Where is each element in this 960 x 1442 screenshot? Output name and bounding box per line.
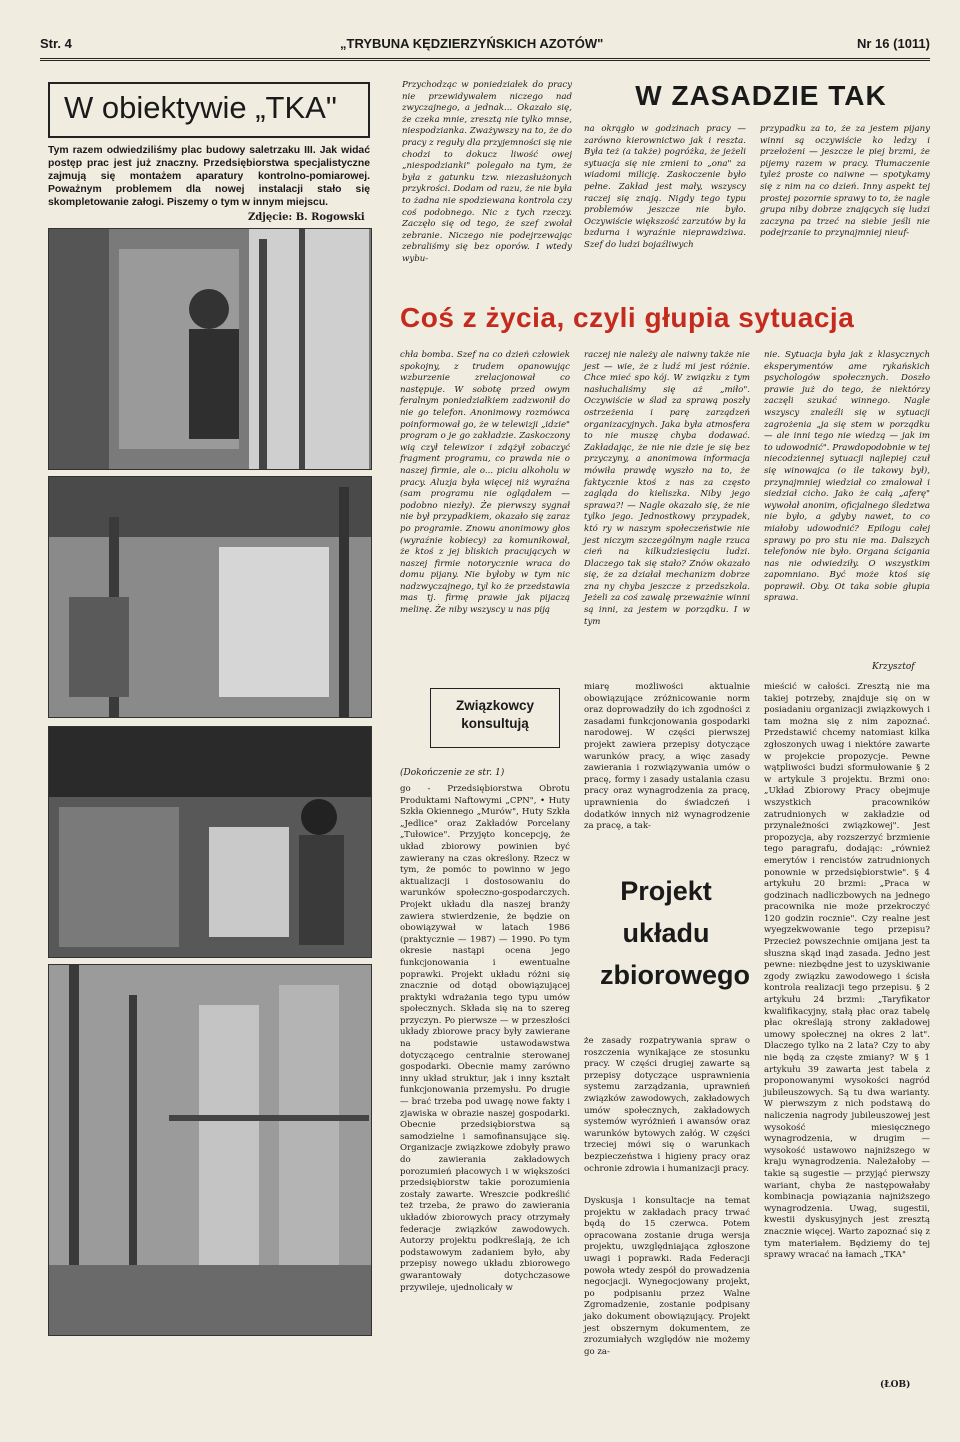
feature-column-1: chła bomba. Szef na co dzień człowiek spokojny, z trudem opanowując wzburzenie zrelacjonował co następuje. W sobotę przed owym feralnym poniedziałkiem zadzwonił do nie go telefon. Anonimowy rozmówca poinformował go, że w telewizji „idzie" program o je go zakładzie. Zaskoczony wią czył telewizor i zdążył zobaczyć fragment programu, co prawda nie o naszej firmie, ale o... piciu alkoholu w pracy. Aluzja była więcej niż wyraźna (sam programu nie oglądałem — podobno niezły). Że pierwszy sygnał nie był przypadkiem, okazało się zaraz po programie. Znowu anonimowy głos (wyraźnie kobiecy) za komunikował, że ktoś z jej bliskich pracujących w naszej firmie notorycznie wraca do domu pijany. Nie byłoby w tym nic nadzwyczajnego, tyl ko że przedstawia mas tj. firmę prawie jak pijaczą melinę. Że niby wszyscy u nas piją xyxy=(400,350,570,616)
feature-author: Krzysztof xyxy=(872,662,915,672)
feature-headline: Coś z życia, czyli głupia sytuacja xyxy=(400,302,855,333)
intro-paragraph: Tym razem odwiedziliśmy plac budowy saletrzaku III. Jak widać postęp prac jest już znaczny. Przedsiębiorstwa specjalistyczne zajmują się montażem aparatury kontrolno-pomiarowej. Poważnym problemem dla nowej instalacji stało się skompletowanie załogi. Piszemy o tym w innym miejscu. xyxy=(48,145,370,208)
article-signature: (ŁOB) xyxy=(880,1380,911,1390)
associations-box xyxy=(430,688,560,748)
photo-installation-tank xyxy=(48,476,372,718)
article-column-3: mieścić w całości. Zresztą nie ma takiej potrzeby, znajduje się on w posiadaniu organizacji związkowych i tam można się z nim zapoznać. Przedstawić chcemy natomiast kilka zgłoszonych uwag i niektóre zawarte w projekcie propozycje. Pewne wątpliwości budzi sformułowanie § 2 w artykule 3 projektu. Brzmi ono: „Układ Zbiorowy Pracy obejmuje wszystkich pracowników zatrudnionych w zakładzie od przynależności związkowej". Jest propozycja, aby rozszerzyć brzmienie tego paragrafu, dodając: „również emerytów i rencistów zatrudnionych ponownie w przedsiębiorstwie". § 4 artykułu 20 brzmi: „Praca w godzinach nadliczbowych na jednego pracownika nie może przekroczyć 120 godzin rocznie". Czy realne jest wyegzekwowanie tego przepisu? Przecież powszechnie omijana jest ta słuszna skąd inąd zasada. Jedno jest pewne: niezbędne jest to uzyskiwanie zgody związku zawodowego i ścisła kontrola realizacji tego przepisu. § 2 artykułu 24 brzmi: „Taryfikator kwalifikacyjny, stałą płac oraz tabelę płac określają strony zakładowej umowy społecznej na okres 2 lat". Dlaczego tylko na 2 lata? Czy to aby nie będą za częste zmiany? W § 1 artykułu 39 zawarta jest tabela z proponowanymi wysokości nagród jubileuszowych. Są tu dwa warianty. W pierwszym z nich podstawą do naliczenia nagrody jubileuszowej jest wysokość miesięcznego wynagrodzenia, w drugim — wysokość ustawowo najniższego w kraju wynagrodzenia. Należałoby — takie są sugestie — przyjąć pierwszy wariant, chyba że następowałaby kombinacja powiązania najniższego wynagrodzenia. Uwag, sugestii, kwestii dyskusyjnych jest zresztą znacznie więcej. Warto zapoznać się z tym materiałem. Będziemy do tej sprawy wracać na łamach „TKA" xyxy=(764,682,930,1261)
page-number: Str. 4 xyxy=(40,36,72,51)
photo-construction-worker xyxy=(48,228,372,470)
feature-column-1-top: Przychodząc w poniedziałek do pracy nie przewidywałem niczego nad zwyczajnego, a jednak... Okazało się, że czeka mnie, zresztą nie tylko mnse, niespodzianka. Zważywszy na to, że do pracy z reguły dla przyjemności się nie chodzi to dokucz liwość owej „niespodzianki" polegało na tym, że była z gatunku tzw. niezasłużonych przykrości. Dodam od razu, że nie była to żadna nie spodziewana kontrola czy coś podobnego. Nic z tych rzeczy. Zaczęło się od tego, że szef zwołał zebranie. Niczego nie podejrzewając zebraliśmy się bez oporów. I wtedy wybu- xyxy=(402,80,572,264)
newspaper-title: „TRYBUNA KĘDZIERZYŃSKICH AZOTÓW" xyxy=(340,36,604,51)
associations-box-title: Związkowcy konsultują xyxy=(455,698,535,731)
article-column-2-last: Dyskusja i konsultacje na temat projektu w zakładach pracy trwać będą do 15 czerwca. Potem opracowana zostanie druga wersja projektu, uwzględniająca zgłoszone uwagi i poprawki. Rada Federacji powoła wtedy zespół do prowadzenia negocjacji. Wynegocjowany projekt, po podpisaniu przez Walne Zgromadzenie, zostanie podpisany jako dokument obowiązujący. Projekt jest obszernym dokumentem, ze zrozumiałych względów nie możemy go za- xyxy=(584,1196,750,1357)
article-column-2-top: miarę możliwości aktualnie obowiązujące zróżnicowanie norm oraz doprowadziły do ich zgodności z zasadami funkcjonowania gospodarki narodowej. W części pierwszej projekt zawiera przepisy dotyczące warunków pracy, a więc zasady zawierania i rozwiązywania umów o pracę, formy i zasady ustalania czasu pracy oraz wynagrodzenia za pracę, uprawnienia do świadczeń i dodatków innych niż wynagrodzenie za pracę, a tak- xyxy=(584,682,750,832)
feature-title: W ZASADZIE TAK xyxy=(635,80,887,111)
photo-control-panel xyxy=(48,726,372,958)
feature-column-2-top: na okrągło w godzinach pracy — zarówno kierownictwo jak i reszta. Była też (a także) pogróżka, że jeżeli sytuacja się nie zmieni to „ona" za wiadomi milicję. Zaskoczenie było pełne. Zakład jest mały, wszyscy raczej się znają. Nigdy tego typu problemów jeszcze nie było. Oczywiście większość zarzutów by ła bzdurna i wyraźnie nieprawdziwa. Szef do ludzi bojaźliwych xyxy=(584,124,746,250)
section-title: W obiektywie „TKA" xyxy=(64,90,337,125)
feature-column-3: nie. Sytuacja była jak z klasycznych eksperymentów ame rykańskich psychologów społecznych. Doszło prawie już do tego, że niektórzy zaczęli szukać winnego. Nagle wszyscy znaleźli się w sytuacji zagrożenia „ja się stem w porządku — ale inni tego nie wiedzą — jak im to udowodnić". Prawdopodobnie w tej niecodziennej sytuacji najlepiej czuł się winowajca (o ile takowy był), przynajmniej wiedział co zmalował i siedział cicho. Jako że całą „aferę" wywołał anonim, oficjalnego śledztwa nie było, a gdyby nawet, to co miałoby udowodnić? Epilogu całej sprawy po pro stu nie ma. Dalszych telefonów nie było. Organa ścigania nas nie odwiedziły. O wszystkim zapomniano. Być może ktoś się poprawił. Oby. Ot taka sobie głupia sprawa. xyxy=(764,350,930,604)
feature-column-3-top: przypadku za to, że za jestem pijany winni są oczywiście ko ledzy i przełożeni — jeszcze le piej brzmi, że pijemy razem w pracy. Tłumaczenie tyleż proste co naiwne — spotykamy się z nim na co dzień. Inny aspekt tej prostej pozornie sprawy to to, że nagle grupa niby dobrze znających się ludzi zaczyna pa trzeć na siebie jeśli nie podejrzanie to przynajmniej nieuf- xyxy=(760,124,930,239)
article-column-2-bottom: że zasady rozpatrywania spraw o roszczenia wynikające ze stosunku pracy. W części drugiej zawarte są przepisy dotyczące usprawnienia systemu zarządzania, uprawnień związków zawodowych, zakładowych umów społecznych, zakładowych systemów wyróżnień i awansów oraz warunków bytowych załóg. W części trzeciej mówi się o warunkach bezpieczeństwa i higieny pracy oraz ochronie zdrowia i humanizacji pracy. xyxy=(584,1036,750,1174)
photo-pipes-structure xyxy=(48,964,372,1336)
masthead-bar xyxy=(40,34,930,61)
inset-title: Projekt układu zbiorowego xyxy=(600,876,750,990)
article-column-1: go - Przedsiębiorstwa Obrotu Produktami Naftowymi „CPN", • Huty Szkła Okiennego „Murów", Huty Szkła „Jedlice" oraz Zakładów Porcelany „Tułowice". Przyjęto koncepcję, że układ zbiorowy powinien być zawierany na czas określony. Rzecz w tym, że pomóc to powinno w jego aktualizacji i dostosowaniu do warunków społeczno-gospodarczych. Projekt układu dla naszej branży zawiera stwierdzenie, że będzie on obowiązywał w latach 1986 (praktycznie — 1987) — 1990. Po tym okresie nastąpi ocena jego funkcjonowania i ewentualne poprawki. Projekt układu różni się znacznie od dotąd obowiązującej praktyki wdrażania tego typu umów społecznych. Składa się na to szereg przyczyn. Po pierwsze — w przeszłości układy zbiorowe pracy były zawierane na podstawie ustawodawstwa dotyczącego centralnie sterowanej gospodarki. Obecnie mamy zarówno inny układ struktur, jak i inny kształt funkcjonowania przemysłu. Po drugie — brać trzeba pod uwagę nowe fakty i zjawiska w obrazie naszej gospodarki. Obecnie przedsiębiorstwa są samodzielne i samofinansujące się. Organizacje związkowe zdobyły prawo do zawierania zakładowych porozumień płacowych i w większości przedsiębiorstw takie porozumienia zostały zawarte. Wreszcie podkreślić też trzeba, że prawo do zawierania układów zbiorowych pracy otrzymały federacje związków zawodowych. Autorzy projektu podkreślają, że ich podstawowym zadaniem było, aby przepisy nowego układu zbiorowego gwarantowały dotychczasowe przywileje, ujednolicały w xyxy=(400,784,570,1293)
issue-number: Nr 16 (1011) xyxy=(857,36,930,51)
feature-column-2: raczej nie należy ale naiwny także nie jest — wie, że z ludź mi jest różnie. Chce mieć spo kój. W związku z tym nasłuchaliśmy się aż „miło". Oczywiście w ślad za sprawą poszły ostrzeżenia i parę zarządzeń organizacyjnych. Jaka była atmosfera to nie muszę chyba dodawać. Zakładając, że nie nie dzie je się bez przyczyny, a anonimowa informacja mówiła prawdę wyszło na to, że faktycznie ktoś z nas za często zagląda do kieliszka. Niby jego sprawa?! — Nagle okazało się, że nie tylko jego. Jednostkowy przypadek, któ ry w naszym społeczeństwie nie jest niczym szczególnym nagle rzuca cień na kilkudziesięciu ludzi. Dlaczego tak się stało? Znów okazało się, że za działał mechanizm dobrze zna ny chyba jeszcze z przedszkola. Jeżeli za coś zawalę przeważnie winni są inni, za jestem w porządku. I w tym xyxy=(584,350,750,627)
section-title-box xyxy=(48,82,370,138)
photo-credit: Zdjęcie: B. Rogowski xyxy=(248,212,365,223)
continued-note: (Dokończenie ze str. 1) xyxy=(400,768,505,778)
